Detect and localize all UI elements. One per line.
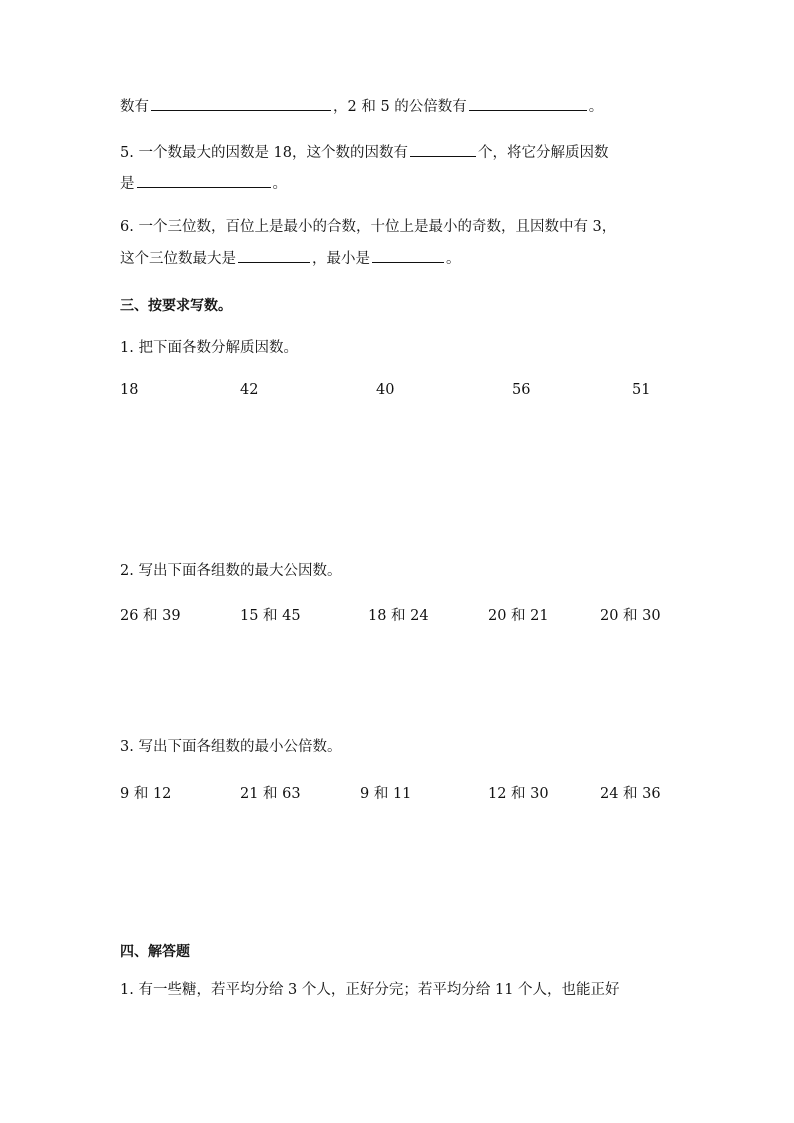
s3-q1-item: 40 (376, 382, 395, 398)
s3-q2-title: 2. 写出下面各组数的最大公因数。 (120, 563, 342, 579)
s3-q3-item: 9 和 11 (360, 786, 412, 802)
q6-line2-prefix: 这个三位数最大是 (120, 251, 236, 267)
q4-continuation-line (120, 96, 603, 117)
q5-line2-suffix: 。 (272, 176, 287, 192)
s3-q3-item: 24 和 36 (600, 786, 661, 802)
section4-heading: 四、解答题 (120, 944, 190, 960)
q6-line2-middle: ，最小是 (312, 251, 370, 267)
q5-blank-1[interactable] (410, 142, 476, 157)
s3-q2-item: 20 和 30 (600, 608, 661, 624)
s3-q2-item: 15 和 45 (240, 608, 301, 624)
q6-line2-suffix: 。 (446, 251, 461, 267)
q5-line-1 (120, 142, 609, 163)
s3-q2-item: 20 和 21 (488, 608, 549, 624)
q4-blank-1[interactable] (151, 96, 331, 111)
q4-middle-text: ，2 和 5 的公倍数有 (333, 99, 467, 115)
q4-end-text: 。 (588, 99, 604, 115)
q6-line-2 (120, 248, 461, 269)
q5-line2-prefix: 是 (120, 176, 135, 192)
q5-line-2 (120, 173, 287, 194)
q5-line1-prefix: 5. 一个数最大的因数是 18，这个数的因数有 (120, 145, 409, 161)
section3-heading: 三、按要求写数。 (120, 298, 232, 314)
s4-q1-line-1: 1. 有一些糖，若平均分给 3 个人，正好分完；若平均分给 11 个人，也能正好 (120, 982, 620, 998)
q6-line-1 (120, 217, 616, 237)
s3-q1-item: 18 (120, 382, 139, 398)
q6-blank-2[interactable] (372, 248, 444, 263)
q6-blank-1[interactable] (238, 248, 310, 263)
s3-q3-item: 9 和 12 (120, 786, 172, 802)
s3-q3-title: 3. 写出下面各组数的最小公倍数。 (120, 739, 342, 755)
s3-q2-item: 26 和 39 (120, 608, 181, 624)
s3-q2-item: 18 和 24 (368, 608, 429, 624)
s3-q1-item: 51 (632, 382, 651, 398)
s3-q1-item: 56 (512, 382, 531, 398)
s3-q3-item: 21 和 63 (240, 786, 301, 802)
q6-line1-text: 6. 一个三位数，百位上是最小的合数，十位上是最小的奇数，且因数中有 3， (120, 219, 617, 235)
q4-blank-2[interactable] (469, 96, 587, 111)
q4-prefix-text: 数有 (120, 99, 149, 115)
q5-line1-suffix: 个，将它分解质因数 (478, 145, 609, 161)
s3-q3-item: 12 和 30 (488, 786, 549, 802)
q5-blank-2[interactable] (137, 173, 271, 188)
s3-q1-item: 42 (240, 382, 259, 398)
s3-q1-title: 1. 把下面各数分解质因数。 (120, 340, 298, 356)
